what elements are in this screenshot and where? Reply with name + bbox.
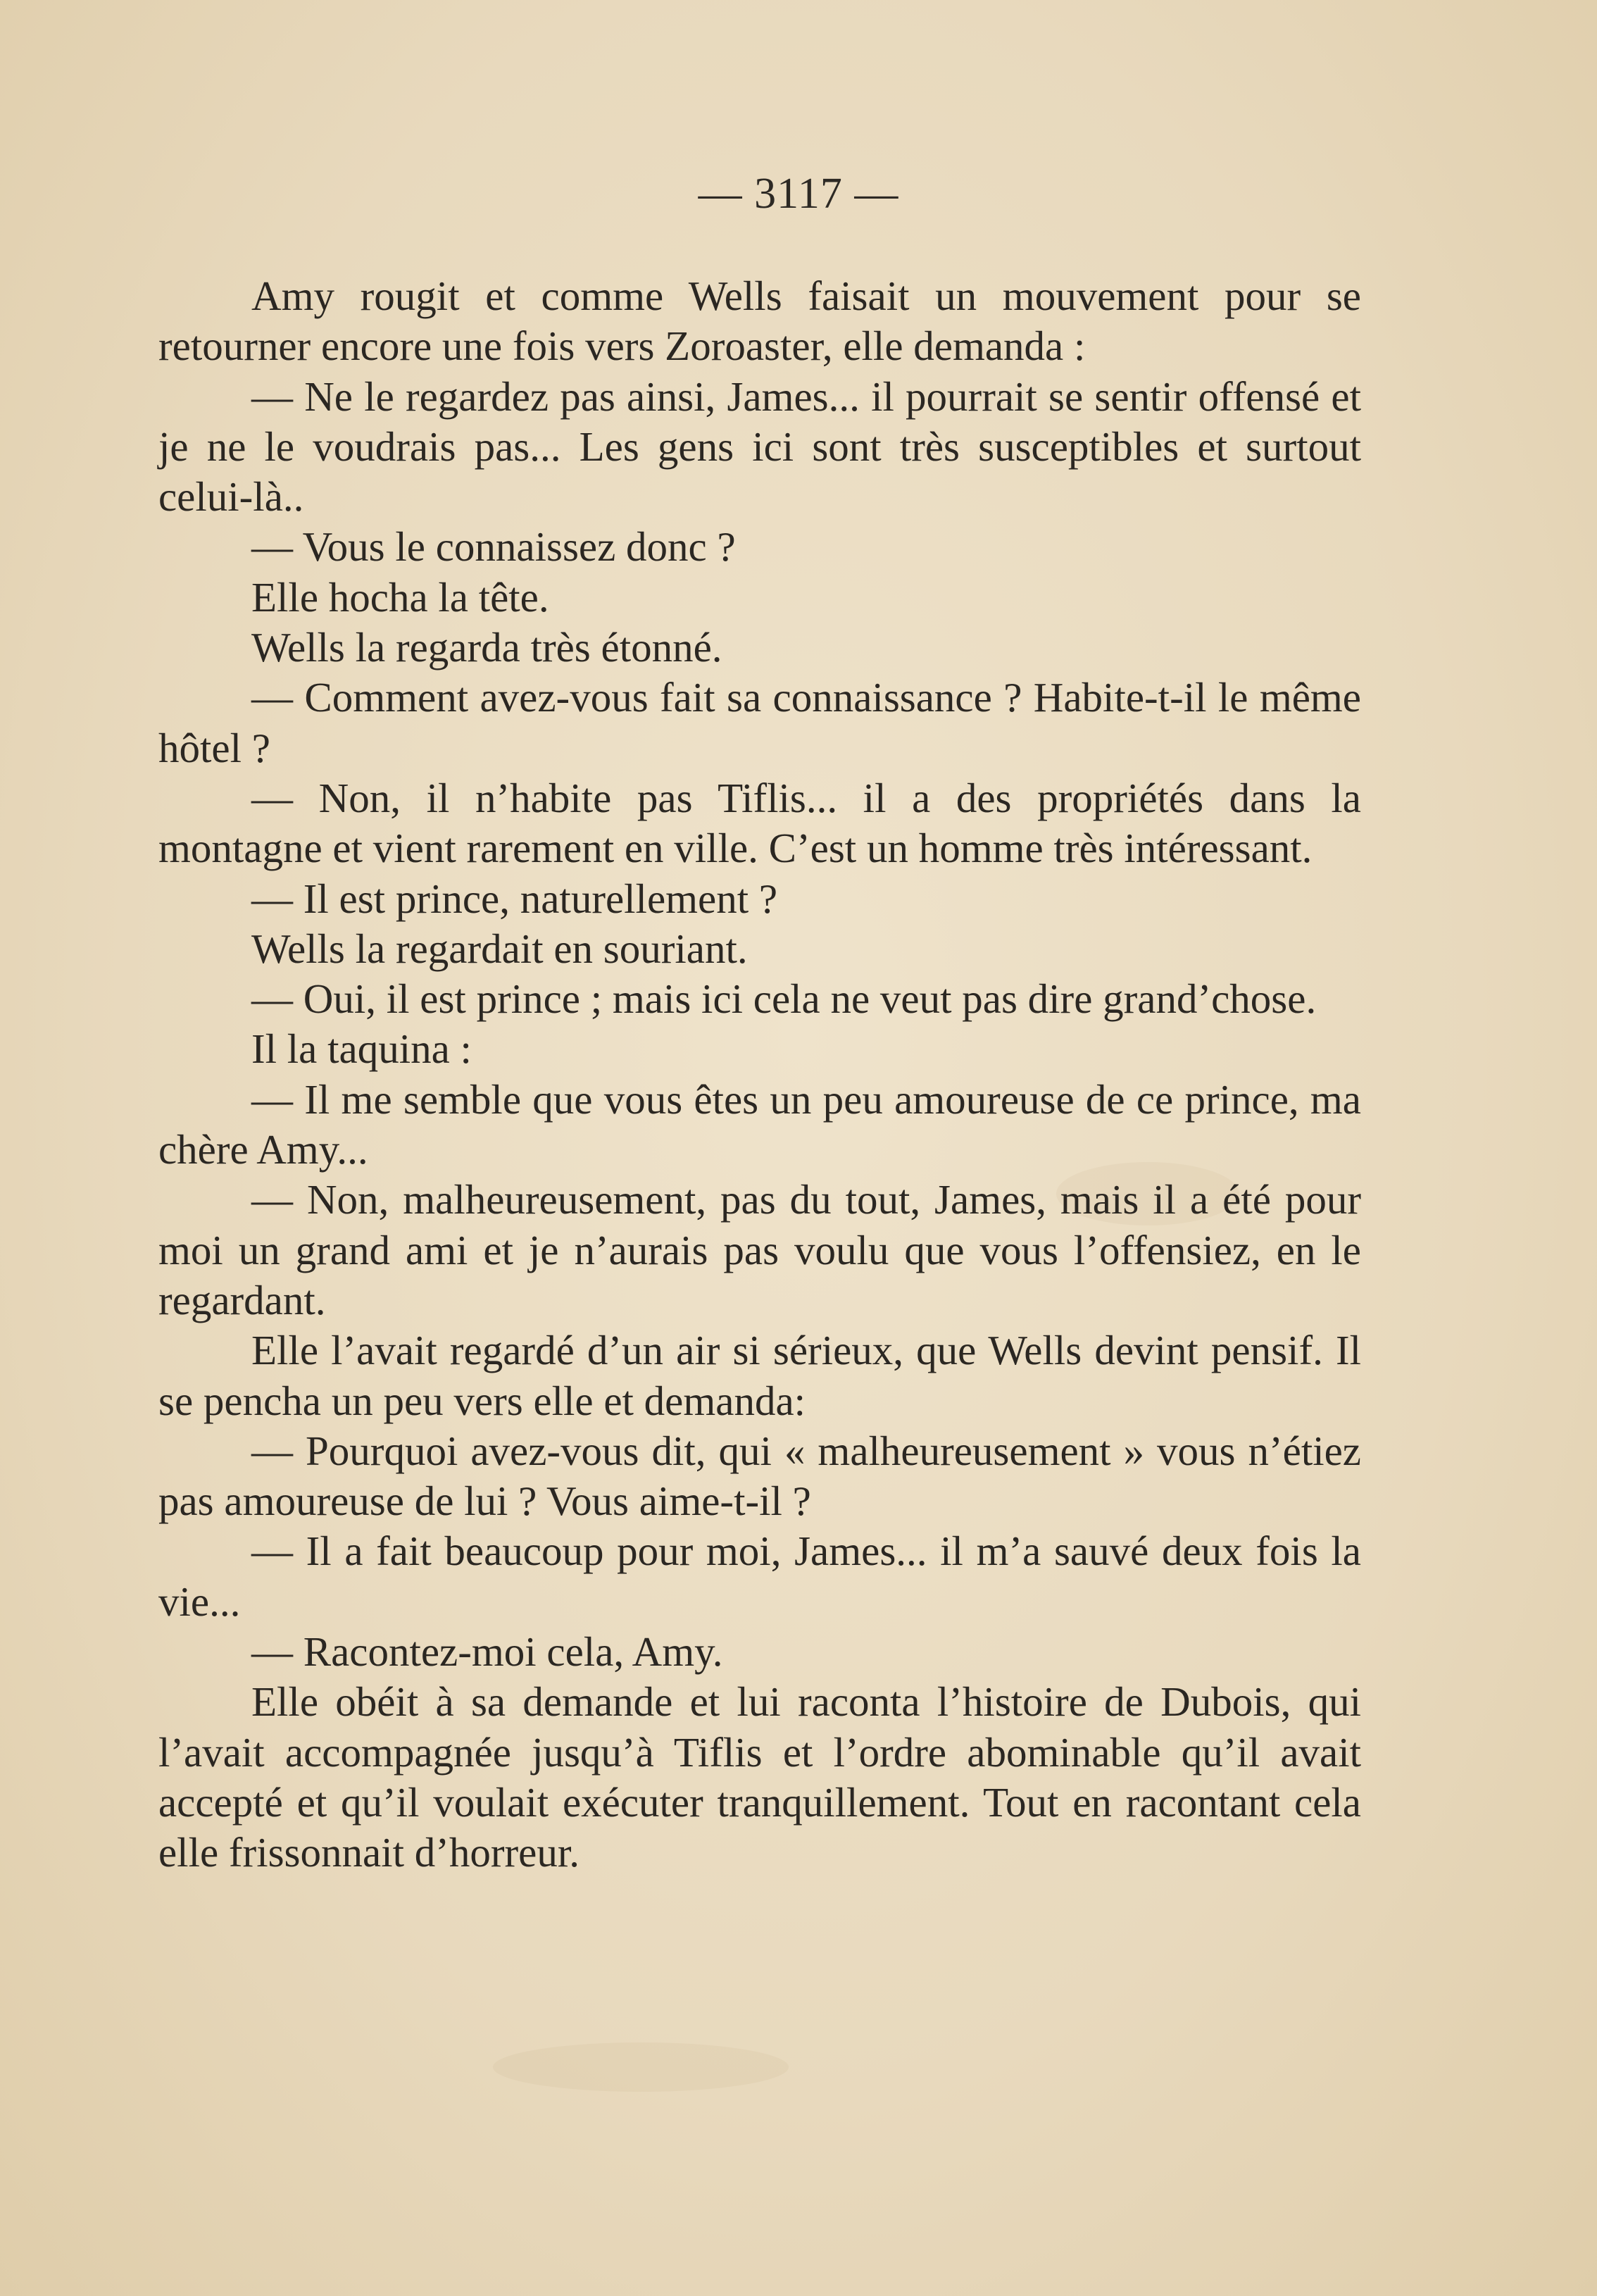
paragraph: — Il est prince, naturellement ? <box>251 875 778 922</box>
body-text <box>158 271 1361 1878</box>
paragraph: — Il me semble que vous êtes un peu amoureuse de ce prince, ma chère Amy... <box>158 1075 1361 1173</box>
paragraph: — Racontez-moi cela, Amy. <box>251 1628 723 1676</box>
paragraph: — Vous le connaissez donc ? <box>251 523 736 570</box>
paragraph: Elle hocha la tête. <box>251 573 549 620</box>
paragraph: Elle l’avait regardé d’un air si sérieux, que Wells devint pensif. Il se pencha un peu vers elle et demanda: <box>158 1327 1361 1424</box>
paragraph: Wells la regarda très étonné. <box>251 624 722 671</box>
paragraph: — Non, malheureusement, pas du tout, James, mais il a été pour moi un grand ami et je n’aurais pas voulu que vous l’offensiez, en le regardant. <box>158 1176 1361 1323</box>
paper-stain <box>493 2042 789 2092</box>
paragraph: Wells la regardait en souriant. <box>251 925 748 972</box>
paragraph: — Ne le regardez pas ainsi, James... il pourrait se sentir offensé et je ne le voudrais pas... Les gens ici sont très susceptibles et surtout celui-là.. <box>158 373 1361 520</box>
paragraph: Il la taquina : <box>251 1025 472 1073</box>
paragraph: — Oui, il est prince ; mais ici cela ne veut pas dire grand’chose. <box>251 975 1317 1023</box>
paragraph: — Comment avez-vous fait sa connaissance ? Habite-t-il le même hôtel ? <box>158 674 1361 771</box>
paragraph: — Pourquoi avez-vous dit, qui « malheureusement » vous n’étiez pas amoureuse de lui ? Vous aime-t-il ? <box>158 1427 1361 1525</box>
paragraph: — Non, il n’habite pas Tiflis... il a des propriétés dans la montagne et vient rarement en ville. C’est un homme très intéressant. <box>158 774 1361 872</box>
paragraph: Elle obéit à sa demande et lui raconta l’histoire de Dubois, qui l’avait accompagnée jusqu’à Tiflis et l’ordre abominable qu’il avait accepté et qu’il voulait exécuter tranquillement. Tout en racontant cela elle frissonnait d’horreur. <box>158 1678 1361 1876</box>
page-number: — 3117 — <box>698 170 899 218</box>
paragraph: Amy rougit et comme Wells faisait un mouvement pour se retourner encore une fois vers Zoroaster, elle demanda : <box>158 273 1361 370</box>
paragraph: — Il a fait beaucoup pour moi, James... il m’a sauvé deux fois la vie... <box>158 1528 1361 1625</box>
